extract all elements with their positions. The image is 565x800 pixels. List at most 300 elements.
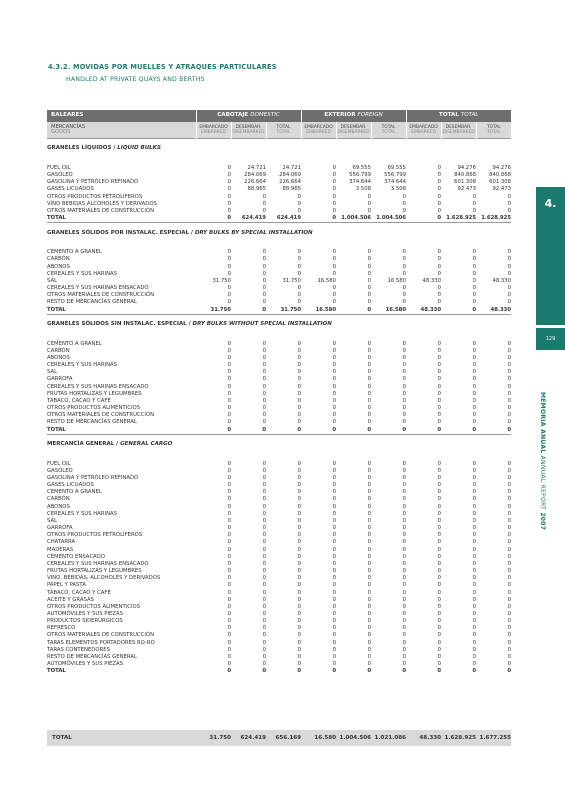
cell-value: 0 <box>332 419 337 426</box>
cell-value: 0 <box>332 632 337 639</box>
table-row <box>47 518 511 525</box>
table-row <box>47 278 511 285</box>
section-total-row <box>47 215 511 223</box>
grand-total-value: 656.169 <box>275 735 301 741</box>
cell-value: 624.419 <box>276 215 302 222</box>
cell-value: 0 <box>262 653 266 660</box>
cell-value: 601.308 <box>454 179 477 186</box>
cell-value: 0 <box>332 517 337 524</box>
cell-value: 0 <box>332 503 337 510</box>
cell-value: 31.750 <box>212 277 231 284</box>
cell-value: 0 <box>367 546 372 553</box>
cell-value: 0 <box>227 546 231 553</box>
cell-value: 0 <box>262 668 266 675</box>
cell-value: 0 <box>507 532 512 539</box>
cell-value: 0 <box>227 215 231 222</box>
cell-value: 0 <box>402 668 407 675</box>
cell-value: 0 <box>507 668 512 675</box>
cell-value: 0 <box>507 263 512 270</box>
row-label: VINO, BEBIDAS, ALCOHOLES Y DERIVADOS <box>47 575 161 582</box>
cell-value: 0 <box>367 354 372 361</box>
cell-value: 0 <box>227 553 231 560</box>
cell-value: 48.330 <box>490 306 512 313</box>
cell-value: 0 <box>262 426 266 433</box>
cell-value: 0 <box>332 165 337 171</box>
table-row <box>47 597 511 604</box>
cell-value: 0 <box>332 249 337 256</box>
cell-value: 0 <box>367 596 372 603</box>
cell-value: 0 <box>402 603 407 610</box>
cell-value: 0 <box>437 340 442 347</box>
cell-value: 0 <box>332 376 337 383</box>
table-row <box>47 419 511 426</box>
cell-value: 0 <box>227 460 231 467</box>
cell-value: 0 <box>262 354 266 361</box>
cell-value: 0 <box>262 369 266 376</box>
cell-value: 0 <box>332 179 337 186</box>
row-label: FRUTAS HORTALIZAS Y LEGUMBRES <box>47 390 142 397</box>
cell-value: 0 <box>332 362 337 369</box>
cell-value: 0 <box>262 263 266 270</box>
section-title: GRANELES LÍQUIDOS / <box>47 145 116 152</box>
cell-value: 0 <box>402 376 407 383</box>
cell-value: 1.628.925 <box>481 215 512 222</box>
cell-value: 0 <box>437 653 442 660</box>
cell-value: 0 <box>367 482 372 489</box>
cell-value: 0 <box>437 625 442 632</box>
cell-value: 0 <box>507 553 512 560</box>
cell-value: 0 <box>507 517 512 524</box>
cell-value: 0 <box>437 475 442 481</box>
row-label: CHATARRA <box>47 539 76 546</box>
cell-value: 0 <box>332 186 337 193</box>
row-label: TOTAL <box>47 426 66 433</box>
cell-value: 0 <box>367 525 372 532</box>
cell-value: 0 <box>437 539 442 546</box>
cell-value: 0 <box>437 503 442 510</box>
cell-value: 0 <box>367 277 372 284</box>
cell-value: 0 <box>367 256 372 263</box>
cell-value: 0 <box>367 270 372 277</box>
page-number: 129 <box>545 336 556 342</box>
cell-value: 0 <box>332 369 337 376</box>
cell-value: 0 <box>437 560 442 567</box>
cell-value: 0 <box>262 412 266 419</box>
row-label: OTROS PRODUCTOS PETROLÍFEROS <box>47 193 143 200</box>
section-title-en: LIQUID BULKS <box>117 145 161 152</box>
cell-value: 0 <box>332 263 337 270</box>
cell-value: 0 <box>297 582 302 589</box>
cell-value: 0 <box>402 639 407 646</box>
cell-value: 0 <box>297 249 302 256</box>
cell-value: 0 <box>472 503 477 510</box>
cell-value: 0 <box>402 412 407 419</box>
cell-value: 0 <box>227 560 231 567</box>
cell-value: 0 <box>402 285 407 292</box>
cell-value: 0 <box>262 397 266 404</box>
cell-value: 0 <box>332 405 337 412</box>
cell-value: 0 <box>507 354 512 361</box>
cell-value: 0 <box>367 383 372 390</box>
cell-value: 0 <box>437 165 442 171</box>
cell-value: 0 <box>507 419 512 426</box>
cell-value: 0 <box>507 568 512 575</box>
cell-value: 0 <box>297 467 302 474</box>
cell-value: 0 <box>402 589 407 596</box>
cell-value: 0 <box>367 460 372 467</box>
cell-value: 0 <box>227 625 231 632</box>
row-label: FUEL OIL <box>47 460 71 467</box>
col-header: TOTAL TOTAL <box>476 122 511 139</box>
cell-value: 16.580 <box>385 306 407 313</box>
cell-value: 0 <box>332 383 337 390</box>
cell-value: 0 <box>332 496 337 503</box>
cell-value: 0 <box>297 460 302 467</box>
cell-value: 0 <box>507 460 512 467</box>
cell-value: 0 <box>402 482 407 489</box>
table-row <box>47 264 511 271</box>
cell-value: 0 <box>507 539 512 546</box>
cell-value: 0 <box>332 653 337 660</box>
cell-value: 0 <box>227 517 231 524</box>
cell-value: 0 <box>262 200 266 207</box>
cell-value: 0 <box>367 285 372 292</box>
cell-value: 0 <box>227 475 231 481</box>
table-row <box>47 384 511 391</box>
cell-value: 0 <box>402 292 407 299</box>
cell-value: 0 <box>367 653 372 660</box>
cell-value: 0 <box>437 610 442 617</box>
section-header <box>47 434 511 455</box>
cell-value: 0 <box>402 263 407 270</box>
cell-value: 0 <box>297 426 302 433</box>
row-label: SAL <box>47 517 58 524</box>
cell-value: 24.721 <box>282 165 302 171</box>
cell-value: 0 <box>472 383 477 390</box>
cell-value: 0 <box>367 249 372 256</box>
row-label: OTROS MATERIALES DE CONSTRUCCIÓN <box>47 292 155 299</box>
cell-value: 0 <box>297 475 302 481</box>
cell-value: 3.508 <box>390 186 407 193</box>
cell-value: 0 <box>297 632 302 639</box>
cell-value: 0 <box>332 299 337 306</box>
table-row <box>47 539 511 546</box>
row-label: GARROFA <box>47 376 73 383</box>
cell-value: 0 <box>227 340 231 347</box>
cell-value: 0 <box>437 661 442 668</box>
cell-value: 0 <box>507 347 512 354</box>
cell-value: 0 <box>262 249 266 256</box>
cell-value: 0 <box>437 249 442 256</box>
cell-value: 0 <box>437 510 442 517</box>
row-label: GASOLINA Y PETRÓLEO REFINADO <box>47 475 139 481</box>
cell-value: 0 <box>367 539 372 546</box>
cell-value: 0 <box>297 510 302 517</box>
cell-value: 0 <box>262 532 266 539</box>
cell-value: 0 <box>367 412 372 419</box>
cell-value: 0 <box>472 546 477 553</box>
cell-value: 0 <box>367 503 372 510</box>
row-label: MADERAS <box>47 546 74 553</box>
cell-value: 0 <box>472 589 477 596</box>
group-header-domestic: CABOTAJE DOMESTIC <box>196 110 301 122</box>
cell-value: 0 <box>472 270 477 277</box>
cell-value: 0 <box>472 405 477 412</box>
cell-value: 88.965 <box>282 186 302 193</box>
table-body <box>47 139 511 676</box>
cell-value: 0 <box>472 412 477 419</box>
cell-value: 0 <box>507 426 512 433</box>
grand-total-value: 624.419 <box>240 735 266 741</box>
cell-value: 0 <box>332 340 337 347</box>
cell-value: 0 <box>227 249 231 256</box>
table-row <box>47 398 511 405</box>
cell-value: 0 <box>507 510 512 517</box>
cell-value: 0 <box>262 270 266 277</box>
section-title: GRANELES SÓLIDOS POR INSTALAC. ESPECIAL / <box>47 229 193 236</box>
table-row <box>47 547 511 554</box>
cell-value: 0 <box>472 419 477 426</box>
cell-value: 840.868 <box>489 172 512 179</box>
row-label: OTROS MATERIALES DE CONSTRUCCIÓN <box>47 412 155 419</box>
cell-value: 0 <box>297 419 302 426</box>
cell-value: 0 <box>297 603 302 610</box>
cell-value: 0 <box>227 426 231 433</box>
cell-value: 0 <box>297 482 302 489</box>
table-row <box>47 208 511 215</box>
cell-value: 0 <box>262 517 266 524</box>
cell-value: 0 <box>402 618 407 625</box>
cell-value: 0 <box>402 256 407 263</box>
cell-value: 0 <box>227 263 231 270</box>
cell-value: 0 <box>472 510 477 517</box>
cell-value: 0 <box>367 575 372 582</box>
col-header: TOTAL TOTAL <box>371 122 406 139</box>
table-row <box>47 165 511 172</box>
cell-value: 0 <box>437 489 442 496</box>
cell-value: 0 <box>367 426 372 433</box>
cell-value: 0 <box>472 467 477 474</box>
row-label: OTROS PRODUCTOS ALIMENTICIOS <box>47 405 141 412</box>
row-label: ABONOS <box>47 263 70 270</box>
cell-value: 0 <box>262 525 266 532</box>
table-row <box>47 391 511 398</box>
cell-value: 0 <box>507 496 512 503</box>
cell-value: 0 <box>297 340 302 347</box>
cell-value: 0 <box>227 200 231 207</box>
cell-value: 3.508 <box>355 186 372 193</box>
cell-value: 0 <box>472 539 477 546</box>
cell-value: 0 <box>402 193 407 200</box>
cell-value: 0 <box>437 596 442 603</box>
cell-value: 0 <box>437 292 442 299</box>
table-row <box>47 640 511 647</box>
table-row <box>47 468 511 475</box>
cell-value: 0 <box>227 186 231 193</box>
cell-value: 0 <box>332 193 337 200</box>
cell-value: 0 <box>402 460 407 467</box>
cell-value: 0 <box>507 489 512 496</box>
cell-value: 0 <box>437 467 442 474</box>
cell-value: 0 <box>297 405 302 412</box>
cell-value: 0 <box>507 653 512 660</box>
cell-value: 0 <box>437 568 442 575</box>
section-header <box>47 223 511 244</box>
cell-value: 0 <box>507 369 512 376</box>
cell-value: 0 <box>262 560 266 567</box>
cell-value: 284.069 <box>279 172 302 179</box>
cell-value: 0 <box>367 362 372 369</box>
col-header: DESEMBAR. DISEMBARKED <box>336 122 371 139</box>
cell-value: 0 <box>262 582 266 589</box>
cell-value: 0 <box>437 419 442 426</box>
cell-value: 0 <box>367 510 372 517</box>
cell-value: 0 <box>472 610 477 617</box>
row-label: AUTOMÓVILES Y SUS PIEZAS <box>47 661 124 668</box>
cell-value: 0 <box>227 632 231 639</box>
cell-value: 0 <box>507 475 512 481</box>
cell-value: 0 <box>507 646 512 653</box>
cell-value: 1.004.506 <box>376 215 407 222</box>
cell-value: 0 <box>472 292 477 299</box>
cell-value: 0 <box>227 412 231 419</box>
cell-value: 0 <box>437 618 442 625</box>
cell-value: 0 <box>332 489 337 496</box>
cell-value: 0 <box>472 560 477 567</box>
cell-value: 0 <box>227 354 231 361</box>
cell-value: 0 <box>437 646 442 653</box>
cell-value: 0 <box>402 369 407 376</box>
cell-value: 0 <box>472 369 477 376</box>
cell-value: 0 <box>507 582 512 589</box>
cell-value: 0 <box>402 397 407 404</box>
cell-value: 0 <box>297 503 302 510</box>
cell-value: 0 <box>227 496 231 503</box>
row-label: OTROS MATERIALES DE CONSTRUCCIÓN <box>47 207 155 214</box>
cell-value: 0 <box>262 489 266 496</box>
cell-value: 0 <box>402 249 407 256</box>
cell-value: 0 <box>262 306 266 313</box>
cell-value: 624.419 <box>241 215 266 222</box>
cell-value: 0 <box>297 653 302 660</box>
cell-value: 0 <box>437 285 442 292</box>
cell-value: 0 <box>402 200 407 207</box>
cell-value: 0 <box>262 362 266 369</box>
cell-value: 0 <box>262 256 266 263</box>
cell-value: 0 <box>507 503 512 510</box>
cell-value: 0 <box>402 419 407 426</box>
cell-value: 0 <box>227 285 231 292</box>
cell-value: 0 <box>507 618 512 625</box>
row-label: TABACO, CACAO Y CAFÉ <box>47 589 111 596</box>
cell-value: 0 <box>227 668 231 675</box>
cell-value: 0 <box>332 625 337 632</box>
cell-value: 0 <box>472 639 477 646</box>
cell-value: 0 <box>437 460 442 467</box>
cell-value: 0 <box>262 575 266 582</box>
cell-value: 0 <box>297 362 302 369</box>
cell-value: 0 <box>262 482 266 489</box>
table-row <box>47 489 511 496</box>
cell-value: 0 <box>297 299 302 306</box>
cell-value: 0 <box>227 510 231 517</box>
cell-value: 0 <box>507 412 512 419</box>
table-row <box>47 561 511 568</box>
cell-value: 0 <box>472 525 477 532</box>
cell-value: 0 <box>507 661 512 668</box>
cell-value: 0 <box>262 618 266 625</box>
cell-value: 0 <box>227 582 231 589</box>
cell-value: 374.644 <box>349 179 372 186</box>
cell-value: 284.069 <box>244 172 266 179</box>
cell-value: 0 <box>472 475 477 481</box>
cell-value: 24.721 <box>247 165 266 171</box>
cell-value: 0 <box>402 510 407 517</box>
cell-value: 0 <box>402 496 407 503</box>
table-row <box>47 186 511 193</box>
cell-value: 0 <box>472 482 477 489</box>
cell-value: 0 <box>332 668 337 675</box>
cell-value: 0 <box>472 200 477 207</box>
cell-value: 0 <box>227 270 231 277</box>
section-total-row <box>47 427 511 435</box>
cell-value: 0 <box>367 496 372 503</box>
row-label: GARROFA <box>47 525 73 532</box>
cell-value: 0 <box>367 369 372 376</box>
cell-value: 0 <box>402 426 407 433</box>
row-label: CEMENTO A GRANEL <box>47 489 102 496</box>
cell-value: 0 <box>332 256 337 263</box>
row-label: SAL <box>47 369 58 376</box>
cell-value: 0 <box>367 589 372 596</box>
grand-total-value: 1.628.925 <box>444 735 476 741</box>
cell-value: 0 <box>402 610 407 617</box>
section-title-en: DRY BULKS BY SPECIAL INSTALLATION <box>194 229 313 236</box>
cell-value: 0 <box>402 362 407 369</box>
cell-value: 0 <box>472 426 477 433</box>
cell-value: 0 <box>367 376 372 383</box>
cell-value: 0 <box>507 560 512 567</box>
cell-value: 0 <box>402 653 407 660</box>
cell-value: 0 <box>402 517 407 524</box>
cell-value: 0 <box>472 340 477 347</box>
cell-value: 0 <box>227 390 231 397</box>
cell-value: 16.580 <box>317 277 337 284</box>
cell-value: 0 <box>262 639 266 646</box>
section-title: GRANELES SÓLIDOS SIN INSTALAC. ESPECIAL / <box>47 321 191 328</box>
cell-value: 0 <box>297 207 302 214</box>
cell-value: 0 <box>472 596 477 603</box>
cell-value: 0 <box>472 277 477 284</box>
cell-value: 0 <box>472 661 477 668</box>
cell-value: 0 <box>262 496 266 503</box>
cell-value: 0 <box>507 340 512 347</box>
cell-value: 0 <box>367 610 372 617</box>
cell-value: 0 <box>332 200 337 207</box>
cell-value: 0 <box>472 397 477 404</box>
cell-value: 0 <box>227 376 231 383</box>
group-header-foreign: EXTERIOR FOREIGN <box>301 110 406 122</box>
cell-value: 0 <box>262 292 266 299</box>
table-header-groups <box>47 110 511 122</box>
cell-value: 0 <box>437 200 442 207</box>
cell-value: 0 <box>332 575 337 582</box>
row-label: CEREALES Y SUS HARINAS ENSACADO <box>47 285 149 292</box>
cell-value: 0 <box>402 560 407 567</box>
cell-value: 0 <box>227 292 231 299</box>
row-label: GASÓLEO <box>47 467 73 474</box>
cell-value: 0 <box>472 390 477 397</box>
